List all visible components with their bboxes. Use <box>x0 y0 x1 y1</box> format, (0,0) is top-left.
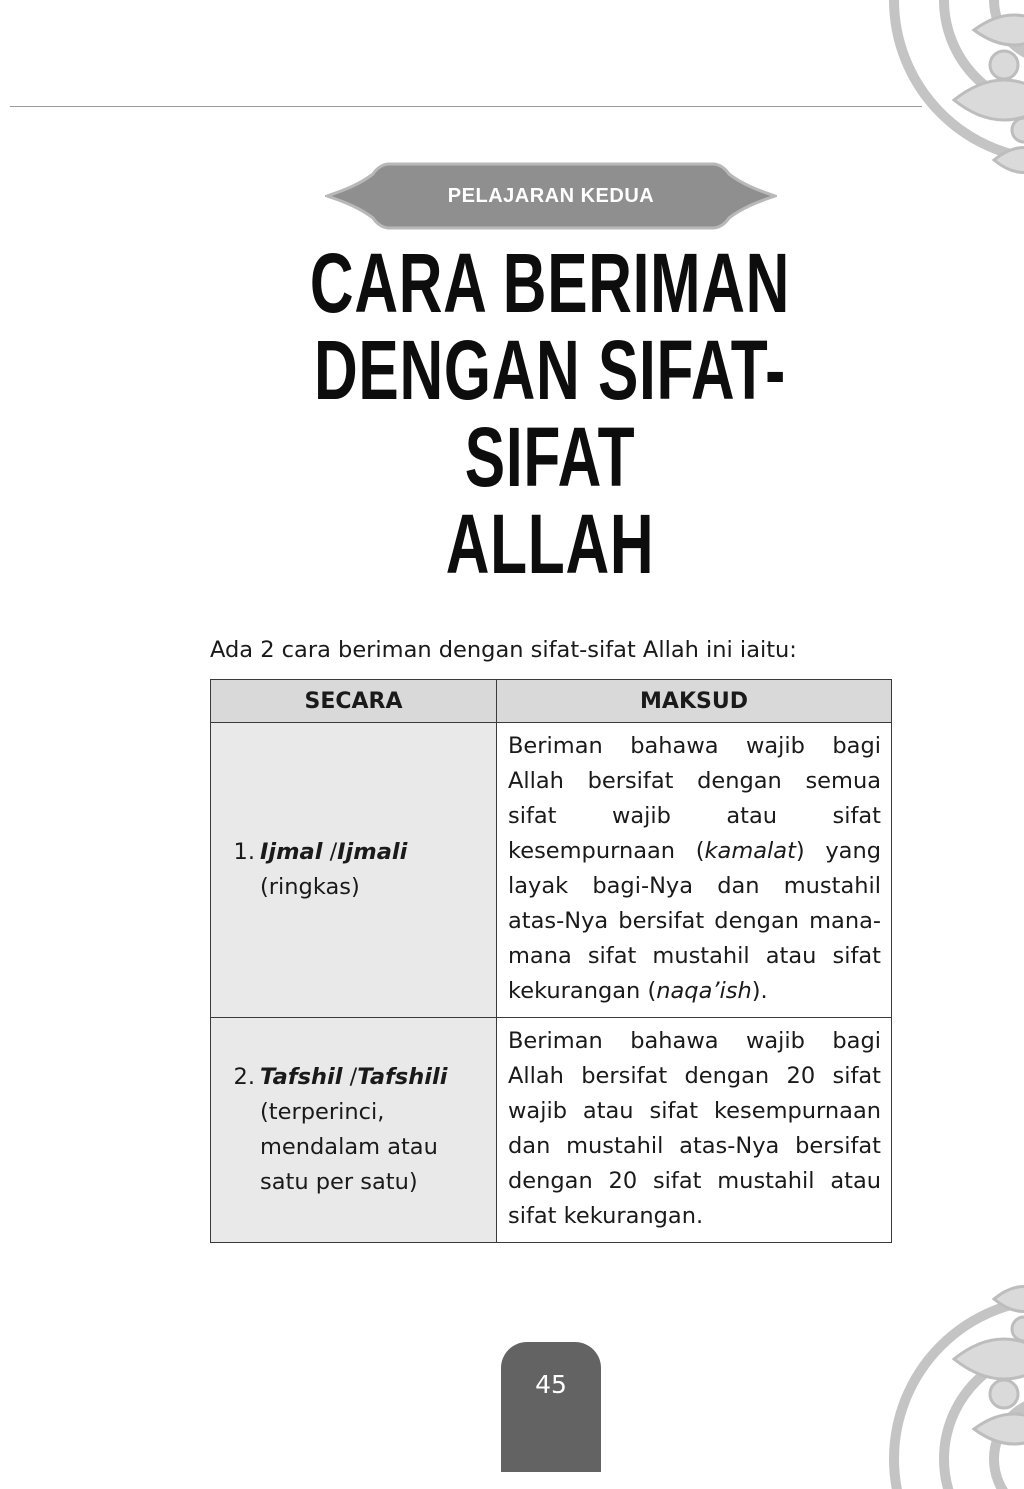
page-number-tab <box>501 1342 601 1472</box>
secara-cell <box>211 723 497 1018</box>
ways-table <box>210 679 892 1243</box>
term-ijmali: Ijmali <box>337 839 408 865</box>
term-separator: / <box>342 1064 358 1090</box>
corner-ornament-bottom <box>854 1239 1024 1489</box>
term-tafshil: Tafshil <box>260 1064 343 1090</box>
title-line: CARA BERIMAN <box>309 236 791 330</box>
maksud-text: ) yang layak bagi-Nya dan mustahil atas-Nya bersifat dengan mana-mana sifat mustahil atau sifat kekurangan ( <box>508 838 882 1004</box>
term-ijmal: Ijmal <box>260 839 323 865</box>
term-tafshili: Tafshili <box>357 1064 448 1090</box>
title-line: DENGAN SIFAT-SIFAT <box>314 323 786 504</box>
intro-text: Ada 2 cara beriman dengan sifat-sifat Allah ini iaitu: <box>210 637 797 663</box>
term-gloss: (terperinci, mendalam atau satu per satu) <box>260 1099 438 1195</box>
row-number: 2. <box>233 1064 255 1090</box>
term-gloss: (ringkas) <box>260 874 360 900</box>
header-secara: SECARA <box>211 680 497 723</box>
title-line: ALLAH <box>445 497 655 591</box>
table-row <box>211 723 892 1018</box>
corner-ornament-top <box>854 0 1024 220</box>
chapter-label: PELAJARAN KEDUA <box>447 184 655 207</box>
maksud-text: ). <box>751 978 768 1004</box>
header-maksud: MAKSUD <box>497 680 892 723</box>
table-row <box>211 1018 892 1243</box>
top-divider <box>10 106 922 107</box>
row-number: 1. <box>233 839 255 865</box>
table-header-row <box>211 680 892 723</box>
maksud-cell <box>497 1018 892 1243</box>
maksud-text: Beriman bahawa wajib bagi Allah bersifat dengan semua sifat wajib atau sifat kesempurnaan ( <box>508 733 881 864</box>
maksud-cell <box>497 723 892 1018</box>
page-number: 45 <box>535 1370 567 1399</box>
maksud-term-naqaish: naqa’ish <box>656 978 752 1004</box>
maksud-term-kamalat: kamalat <box>704 838 796 864</box>
page-title <box>255 236 845 591</box>
maksud-text: Beriman bahawa wajib bagi Allah bersifat dengan 20 sifat wajib atau sifat kesempurnaan dan mustahil atas-Nya bersifat dengan 20 sifat mustahil atau sifat kekurangan. <box>508 1028 881 1229</box>
secara-cell <box>211 1018 497 1243</box>
term-separator: / <box>322 839 338 865</box>
